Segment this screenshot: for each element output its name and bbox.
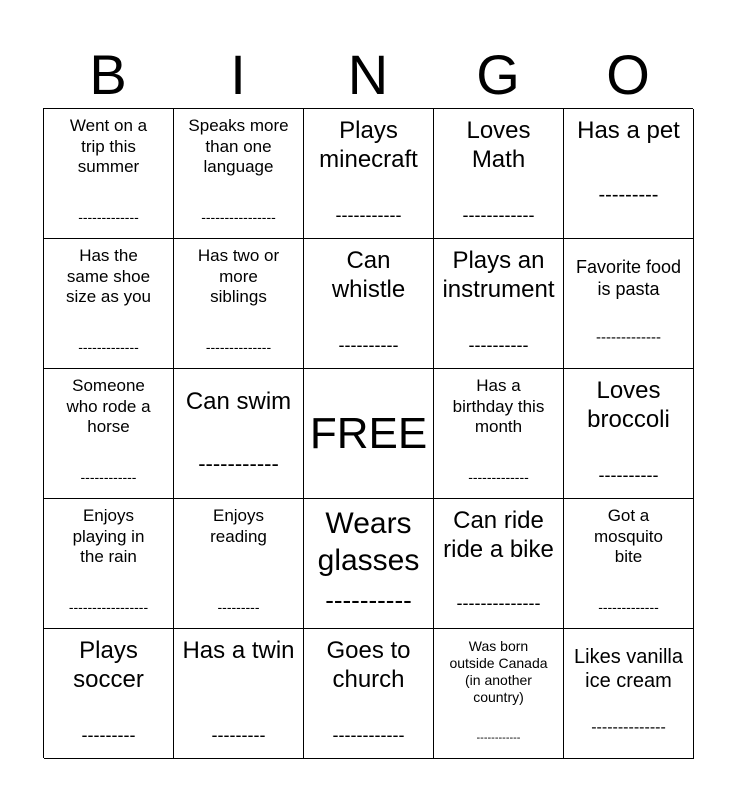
bingo-cell[interactable] bbox=[174, 369, 304, 499]
header-letter-g: G bbox=[476, 43, 520, 106]
bingo-cell[interactable] bbox=[434, 239, 564, 369]
bingo-cell[interactable] bbox=[434, 629, 564, 759]
bingo-cell[interactable] bbox=[564, 629, 694, 759]
bingo-cell[interactable] bbox=[174, 629, 304, 759]
cell-signature-line: ------------- bbox=[78, 209, 139, 225]
bingo-cell[interactable] bbox=[44, 629, 174, 759]
cell-text: Plays soccer bbox=[73, 637, 144, 694]
cell-signature-line: ---------- bbox=[325, 585, 412, 615]
bingo-cell[interactable] bbox=[174, 499, 304, 629]
header-letter-i: I bbox=[230, 43, 246, 106]
cell-text: Loves broccoli bbox=[587, 377, 670, 434]
bingo-cell[interactable] bbox=[304, 239, 434, 369]
cell-text: Has a twin bbox=[182, 637, 295, 664]
bingo-cell[interactable] bbox=[434, 499, 564, 629]
cell-signature-line: ------------- bbox=[598, 599, 659, 615]
bingo-cell[interactable] bbox=[44, 109, 174, 239]
cell-text: Goes to church bbox=[326, 637, 411, 694]
cell-text: Got a mosquito bite bbox=[594, 506, 663, 567]
cell-signature-line: -------------- bbox=[205, 339, 272, 355]
cell-signature-line: ----------------- bbox=[68, 599, 149, 615]
cell-signature-line: --------- bbox=[217, 599, 260, 615]
bingo-cell[interactable] bbox=[44, 499, 174, 629]
bingo-cell[interactable] bbox=[174, 239, 304, 369]
bingo-cell[interactable] bbox=[434, 369, 564, 499]
cell-text: Plays an instrument bbox=[442, 247, 555, 304]
bingo-cell[interactable] bbox=[434, 109, 564, 239]
header-letter-o: O bbox=[606, 43, 650, 106]
cell-signature-line: ---------- bbox=[598, 465, 659, 485]
cell-text: Likes vanilla ice cream bbox=[574, 646, 683, 693]
cell-signature-line: ------------ bbox=[462, 205, 535, 225]
cell-signature-line: --------- bbox=[211, 725, 266, 745]
cell-text: Plays minecraft bbox=[319, 117, 418, 174]
bingo-cell[interactable] bbox=[174, 109, 304, 239]
cell-signature-line: ---------------- bbox=[201, 209, 276, 225]
cell-signature-line: ------------- bbox=[78, 339, 139, 355]
cell-text: Favorite food is pasta bbox=[575, 257, 682, 299]
cell-text: Has two or more siblings bbox=[197, 246, 280, 307]
bingo-cell[interactable] bbox=[304, 499, 434, 629]
cell-signature-line: ---------- bbox=[468, 335, 529, 355]
bingo-cell[interactable] bbox=[304, 629, 434, 759]
cell-text: Went on a trip this summer bbox=[69, 116, 148, 177]
cell-text: Can swim bbox=[185, 388, 292, 415]
cell-text: Can whistle bbox=[331, 247, 406, 304]
cell-signature-line: --------- bbox=[81, 725, 136, 745]
free-space[interactable] bbox=[304, 369, 434, 499]
cell-text: Wears glasses bbox=[317, 507, 420, 577]
cell-text: Has a birthday this month bbox=[452, 376, 545, 437]
header-letter-n: N bbox=[347, 43, 389, 106]
cell-text: Can ride ride a bike bbox=[443, 507, 554, 564]
cell-text: Enjoys reading bbox=[210, 506, 267, 546]
cell-text: Was born outside Canada (in another country) bbox=[449, 638, 548, 706]
cell-text: Speaks more than one language bbox=[188, 116, 289, 177]
cell-text: Enjoys playing in the rain bbox=[72, 506, 145, 567]
cell-signature-line: -------------- bbox=[456, 593, 541, 613]
bingo-cell[interactable] bbox=[564, 499, 694, 629]
bingo-cell[interactable] bbox=[44, 239, 174, 369]
cell-signature-line: ---------- bbox=[338, 335, 399, 355]
cell-text: Someone who rode a horse bbox=[66, 376, 151, 437]
cell-signature-line: --------- bbox=[598, 184, 659, 206]
bingo-cell[interactable] bbox=[304, 109, 434, 239]
free-space-label: FREE bbox=[309, 408, 428, 458]
cell-signature-line: -------------- bbox=[591, 719, 666, 736]
bingo-card bbox=[43, 108, 693, 758]
header-letter-b: B bbox=[89, 43, 127, 106]
cell-signature-line: ----------- bbox=[198, 451, 279, 476]
cell-signature-line: ------------ bbox=[80, 469, 137, 485]
bingo-header bbox=[43, 42, 693, 108]
cell-text: Loves Math bbox=[466, 117, 531, 174]
cell-text: Has the same shoe size as you bbox=[65, 246, 152, 307]
cell-signature-line: ------------- bbox=[596, 329, 661, 346]
cell-signature-line: ----------- bbox=[335, 205, 402, 225]
cell-signature-line: ------------ bbox=[476, 732, 521, 744]
cell-signature-line: ------------ bbox=[332, 725, 405, 745]
cell-text: Has a pet bbox=[577, 117, 680, 144]
bingo-cell[interactable] bbox=[44, 369, 174, 499]
bingo-cell[interactable] bbox=[564, 239, 694, 369]
bingo-cell[interactable] bbox=[564, 109, 694, 239]
bingo-cell[interactable] bbox=[564, 369, 694, 499]
cell-signature-line: ------------- bbox=[468, 469, 529, 485]
